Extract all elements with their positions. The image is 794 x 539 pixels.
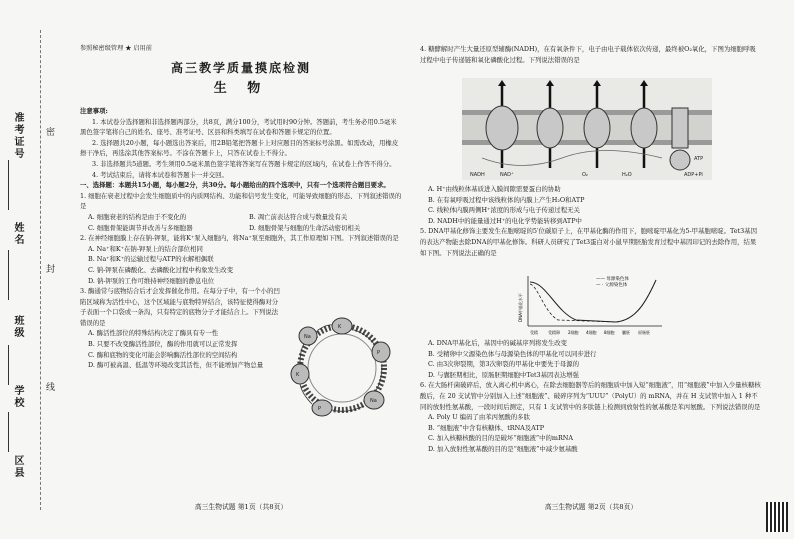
q3-option-d: D. 酶可被高温、低温等环境改变其活性，但不能增加产物总量 <box>88 361 264 370</box>
q5-option-d: D. 与囊胚期相比，原肠胚期细胞中Tet3基因表达增强 <box>428 370 579 379</box>
qr-code <box>766 502 788 532</box>
q2-option-c: C. 钠-钾泵在磷酸化、去磷酸化过程中构象发生改变 <box>88 265 234 274</box>
q2-option-a: A. Na⁺和K⁺在钠-钾泵上的结合部位相同 <box>88 244 203 253</box>
svg-text:K: K <box>296 372 300 378</box>
electron-transport-chain-figure <box>462 78 712 180</box>
q1-option-a: A. 细胞衰老的结构是由于不变化的 <box>88 212 187 221</box>
name-line <box>8 250 9 300</box>
q4-option-c: C. 线粒体内膜两侧H⁺浓度的形成与电子传递过程无关 <box>428 206 580 215</box>
seal-char-3: 线 <box>46 383 56 393</box>
q4-option-a: A. H⁺由线粒体基质进入膜间隙需要蛋白的协助 <box>428 185 561 193</box>
methylation-chart <box>516 272 666 338</box>
label-oxygen: O₂ <box>582 172 588 178</box>
cut-line <box>40 30 41 510</box>
question-3: 3. 酶通常与底物结合后才会发挥催化作用。在每分子中，有一个小的凹陷区域称为活性中心，这个区域能与底物特异结合，该特征使得酶对分子表面一个口袋或一条沟，只有特定的底物分子才能结合上。下列说法错误的是 <box>80 287 280 327</box>
q5-option-a: A. DNA甲基化后，基因中的碱基序列将发生改变 <box>428 339 568 347</box>
question-4-options <box>420 184 762 258</box>
svg-text:P: P <box>318 406 322 412</box>
q1-option-c: C. 细胞骨架能调节并改善与多细胞器 <box>88 223 193 232</box>
question-5-options <box>420 338 762 455</box>
chart-tick: 8细胞 <box>604 330 615 335</box>
section-heading: 一、选择题：本题共15小题，每小题2分，共30分。每小题给出的四个选项中，只有一个选项符合题目要求。 <box>80 181 390 190</box>
label-nadh: NADH <box>470 172 485 178</box>
q6-option-a: A. Poly U 编码了由苯丙氨酸的多肽 <box>428 413 530 422</box>
label-adp: ADP+Pi <box>684 172 703 178</box>
notice-item: 1. 本试卷分选择题和非选择题两部分，共8页，满分100分，考试用时90分钟。答题前，考生务必用0.5毫米黑色签字笔将自己的姓名、座号、准考证号、区县和科类填写在试卷和答题卡规定的位置。 <box>80 117 397 137</box>
q3-option-b: B. 只要不改变酶活性部位，酶的作用就可以正常发挥 <box>88 340 238 349</box>
question-5: 5. DNA甲基化修饰主要发生在胞嘧啶的5′位碳原子上，在甲基化酶的作用下，胞嘧啶甲基化为5-甲基胞嘧啶。Tet3基因的表达产物能去除DNA的甲基化修饰。科研人员研究了Tet3蛋白对小鼠早期胚胎发育过程中基因印记的去除作用，结果如下图。下列说法正确的是 <box>420 227 757 257</box>
question-2: 2. 在神经细胞膜上存在钠-钾泵，能将K⁺泵入细胞内，将Na⁺泵至细胞外，其工作原理如下图。下列叙述错误的是 <box>80 234 399 243</box>
q3-option-a: A. 酶活性部位的特殊结构决定了酶具有专一性 <box>88 329 219 338</box>
seal-char-2: 封 <box>46 265 56 275</box>
page-footer: 高三生物试题 第2页（共8页） <box>544 503 638 511</box>
question-6: 6. 在大肠杆菌破碎后，放入离心机中离心，在除去细胞器等后的细胞质中加入短“细胞液”，用“细胞液”中加入少量核糖核酸后，在 20 支试管中分别加入上述“细胞液”、破碎序列为“UUU”（PolyU）的 mRNA，并在 H 支试管中加入 1 种不同的放射性氨基酸，一段时间后测定，只有 1 支试管中的多肽链上检测到放射性的氨基酸是苯丙氨酸。下列说法错误的是 <box>420 381 761 411</box>
q1-option-b: B. 凋亡前表达符合成与数量没有关 <box>249 212 348 221</box>
q3-option-c: C. 酶和底物的变化可能会影响酶活性部位的空间结构 <box>88 350 238 359</box>
q2-option-d: D. 钠-钾泵的工作可维持神经细胞的静息电位 <box>88 276 215 285</box>
chart-tick: 4细胞 <box>586 330 597 335</box>
zkzh-line <box>8 160 9 210</box>
chart-ylabel: DNA甲基化水平 <box>518 293 523 322</box>
page-footer: 高三生物试题 第1页（共8页） <box>194 503 288 511</box>
chart-tick: 受精 <box>530 330 538 335</box>
q6-option-b: B. “细胞液”中含有核糖体、tRNA及ATP <box>428 423 545 432</box>
q4-option-d: D. NADH中的能量通过H⁺的电化学势能转移到ATP中 <box>428 216 582 225</box>
notice-item: 2. 选择题共20小题，每小题选出答案后，用2B铅笔把答题卡上对应题目的答案标号涂黑。如需改动，用橡皮擦干净后，再选涂其他答案标号。不涂在答题卡上，只答在试卷上不得分。 <box>80 138 399 158</box>
question-4-block <box>420 44 762 65</box>
svg-text:Na: Na <box>370 398 377 404</box>
seal-char-1: 密 <box>46 128 56 138</box>
question-4: 4. 糖酵解时产生大量还原型辅酶(NADH)，在有氧条件下，电子由电子载体依次传递，最终被O₂氧化，下图为细胞呼吸过程中电子传递链和氧化磷酸化过程。下列说法错误的是 <box>420 45 756 64</box>
class-label: 班级 <box>12 315 23 339</box>
notice-item: 3. 非选择题共5道题。考生须用0.5毫米黑色签字笔将答案写在答题卡规定的区域内，在试卷上作答不得分。 <box>92 159 396 168</box>
legend-paternal: — · 父源染色体 <box>596 283 628 288</box>
chart-tick: 原肠胚 <box>638 330 650 335</box>
notice-item: 4. 考试结束后，请将本试卷和答题卡一并交回。 <box>92 170 228 179</box>
q2-option-b: B. Na⁺和K⁺的运输过程与ATP的水解相偶联 <box>88 255 214 264</box>
svg-text:Na: Na <box>304 334 311 340</box>
label-nad: NAD⁺ <box>500 172 514 178</box>
subject-title: 生 物 <box>213 81 269 96</box>
label-water: H₂O <box>622 172 632 178</box>
svg-text:K: K <box>338 324 342 330</box>
q5-option-b: B. 受精卵中父源染色体与母源染色体的甲基化可以同步进行 <box>428 349 597 358</box>
school-label: 学校 <box>12 385 23 409</box>
sodium-potassium-pump-figure <box>282 312 402 424</box>
chart-tick: 受精卵 <box>548 330 560 335</box>
zkzh-label: 准考证号 <box>12 112 23 160</box>
legend-maternal: —— 母源染色体 <box>596 277 629 282</box>
label-atp: ATP <box>694 156 704 162</box>
name-label: 姓名 <box>12 222 23 246</box>
chart-tick: 2细胞 <box>568 330 579 335</box>
area-label: 区县 <box>12 455 23 479</box>
question-1: 1. 细胞在衰老过程中会发生细胞质中的内质网结构、功能和信号发生变化，可能导致细胞的形态、下列叙述错误的是 <box>80 191 402 211</box>
q5-option-c: C. 由3次卵裂期，第3次卵裂的甲基化中要先于母源的 <box>428 360 580 369</box>
q6-option-c: C. 加入核糖核酸的目的是破坏“细胞液”中的mRNA <box>428 434 573 443</box>
notice-title: 注意事项: <box>80 107 108 115</box>
svg-text:P: P <box>377 350 381 356</box>
exam-title: 高三教学质量摸底检测 <box>170 61 311 75</box>
class-line <box>8 345 9 385</box>
binding-margin <box>0 0 62 539</box>
school-line <box>8 412 9 452</box>
chart-tick: 囊胚 <box>622 330 630 335</box>
q6-option-d: D. 加入放射性氨基酸的目的是“细胞液”中减少氨基酸 <box>428 444 578 453</box>
q1-option-d: D. 细胞骨架与细胞的生命活动密切相关 <box>249 223 361 232</box>
confidential-header: 参照秘密级管理 ★ 启用前 <box>80 45 152 52</box>
q4-option-b: B. 在有氧呼吸过程中该线粒体的内膜上产生H₂O和ATP <box>428 195 585 204</box>
